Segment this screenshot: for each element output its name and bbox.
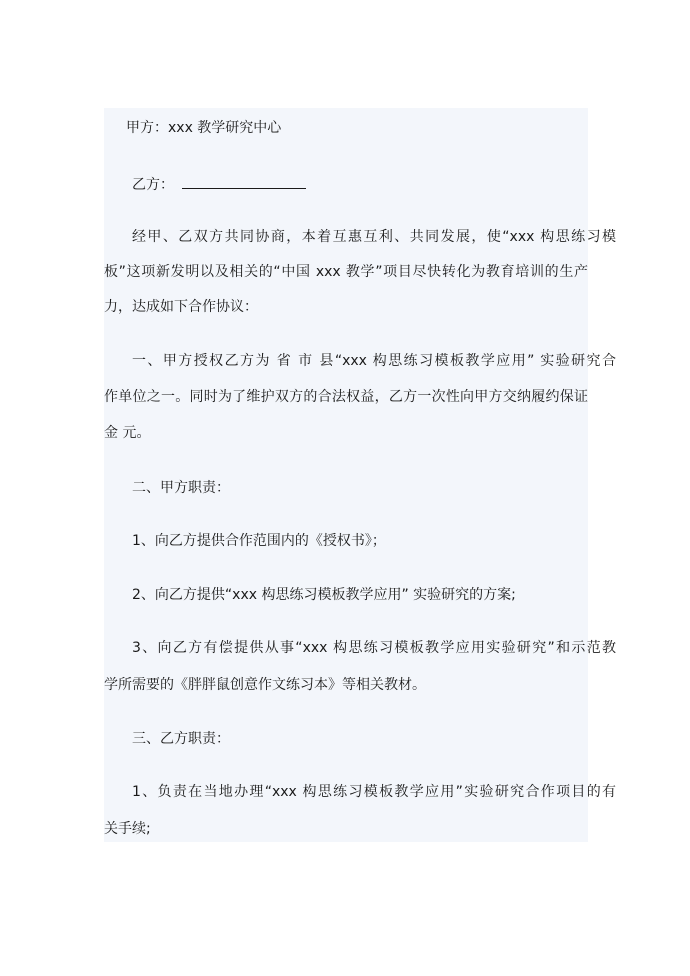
clause1-line2: 作单位之一。同时为了维护双方的合法权益，乙方一次性向甲方交纳履约保证 [104, 389, 588, 405]
para1-line2: 板”这项新发明以及相关的“中国 xxx 教学”项目尽快转化为教育培训的生产 [104, 264, 588, 280]
section-party-b-duties: 三、乙方职责： [132, 731, 230, 747]
party-a-duty-2: 2、向乙方提供“xxx 构思练习模板教学应用” 实验研究的方案; [132, 587, 516, 603]
party-b-duty-1-line2: 关手续; [104, 821, 151, 837]
party-a-line: 甲方：xxx 教学研究中心 [126, 120, 282, 136]
party-b-line [104, 173, 616, 195]
party-b-blank [182, 173, 306, 189]
clause1-line1: 一、甲方授权乙方为 省 市 县“xxx 构思练习模板教学应用” 实验研究合 [132, 353, 616, 369]
party-a-duty-3-line1: 3、向乙方有偿提供从事“xxx 构思练习模板教学应用实验研究”和示范教 [132, 640, 616, 656]
party-b-label: 乙方： [132, 177, 174, 193]
section-party-a-duties: 二、甲方职责： [132, 480, 230, 496]
party-a-duty-3-line2: 学所需要的《胖胖鼠创意作文练习本》等相关教材。 [104, 677, 426, 693]
clause1-line3: 金 元。 [104, 425, 151, 441]
party-a-duty-1: 1、向乙方提供合作范围内的《授权书》； [132, 533, 386, 549]
para1-line3: 力，达成如下合作协议： [104, 299, 258, 315]
party-b-duty-1-line1: 1、负责在当地办理“xxx 构思练习模板教学应用”实验研究合作项目的有 [132, 784, 616, 800]
para1-line1: 经甲、乙双方共同协商，本着互惠互利、共同发展，使“xxx 构思练习模 [132, 229, 616, 245]
